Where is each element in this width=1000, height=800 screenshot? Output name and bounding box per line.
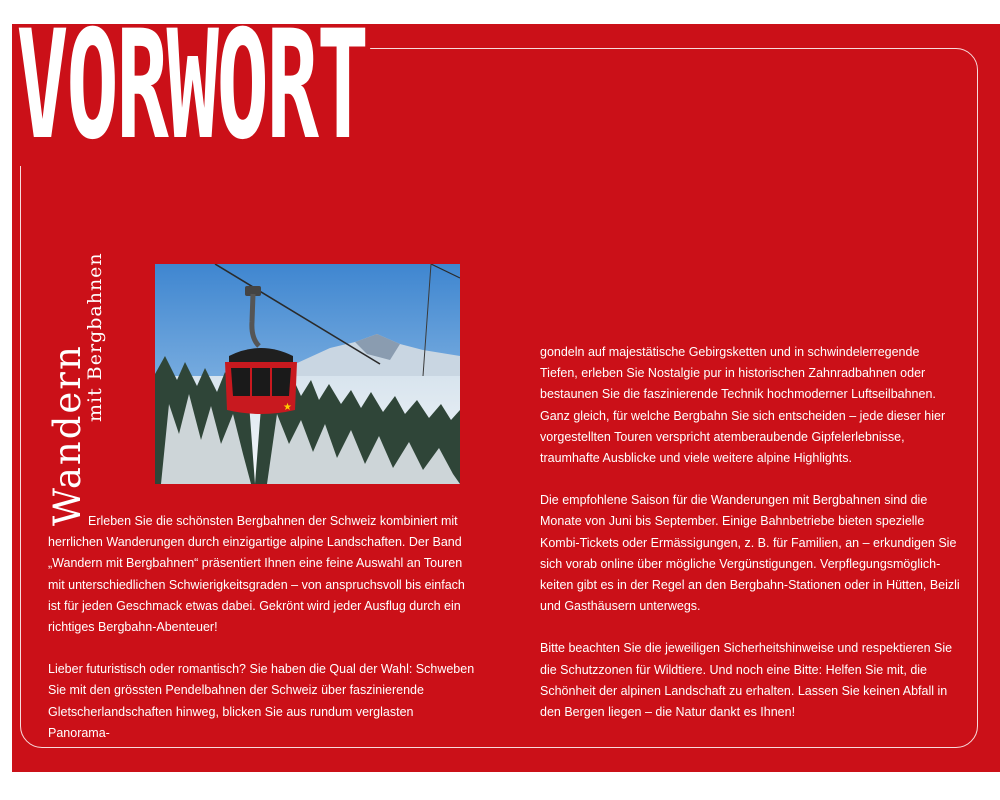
left-paragraph-1: Erleben Sie die schönsten Bergbahnen der Schweiz kombiniert mit herrlichen Wanderungen durch einzigartige alpine Landschaften. Der Band „Wandern mit Bergbahnen“ präsentiert Ihnen eine feine Auswahl an Touren mit unterschiedlichen Schwierigkeitsgraden – von anspruchsvoll bis einfach ist für jeden Geschmack etwas dabei. Gekrönt wird jeder Ausflug durch ein richtiges Bergbahn-Abenteuer! xyxy=(48,514,465,635)
photo-gondola-window xyxy=(231,368,291,396)
right-paragraph-2: Die empfohlene Saison für die Wanderungen mit Bergbahnen sind die Monate von Juni bis September. Einige Bahnbetriebe bieten spezielle Kombi-Tickets oder Ermässigungen, z. B. für Familien, an – erkundigen Sie sich vorab online über mögliche Vergünstigungen. Verpflegungsmöglich-keiten gibt es in der Regel an den Bergbahn-Stationen oder in Hütten, Beizli und Gasthäusern unterwegs. xyxy=(540,493,960,614)
right-paragraph-1: gondeln auf majestätische Gebirgsketten und in schwindelerregende Tiefen, erleben Sie Nostalgie pur in historischen Zahnradbahnen oder bestaunen Sie die faszinierende Technik hochmoderner Luftseilbahnen. Ganz gleich, für welche Bergbahn Sie sich entscheiden – jede dieser hier vorgestellten Touren verspricht atemberaubende Gipfelerlebnisse, traumhafte Ausblicke und viele weitere alpine Highlights. xyxy=(540,345,946,466)
right-paragraph-3: Bitte beachten Sie die jeweiligen Sicherheitshinweise und respektieren Sie die Schutzzonen für Wildtiere. Und noch eine Bitte: Helfen Sie mit, die Schönheit der alpinen Landschaft zu erhalten. Lassen Sie keinen Abfall in den Bergen liegen – die Natur dankt es Ihnen! xyxy=(540,641,953,720)
photo-gondola-mark: ★ xyxy=(283,402,292,413)
book-page xyxy=(12,24,1000,772)
left-paragraph-2: Lieber futuristisch oder romantisch? Sie haben die Qual der Wahl: Schweben Sie mit den grössten Pendelbahnen der Schweiz über faszinierende Gletscherlandschaften hinweg, blicken Sie aus rundum verglasten Panorama- xyxy=(48,662,475,740)
right-column xyxy=(540,342,960,744)
gondola-photo xyxy=(155,264,460,484)
book-title-main: Wandern xyxy=(46,344,89,526)
page-title: VORWORT xyxy=(14,24,370,166)
book-title xyxy=(48,226,104,526)
left-column xyxy=(48,511,478,765)
book-title-sub: mit Bergbahnen xyxy=(84,252,106,422)
